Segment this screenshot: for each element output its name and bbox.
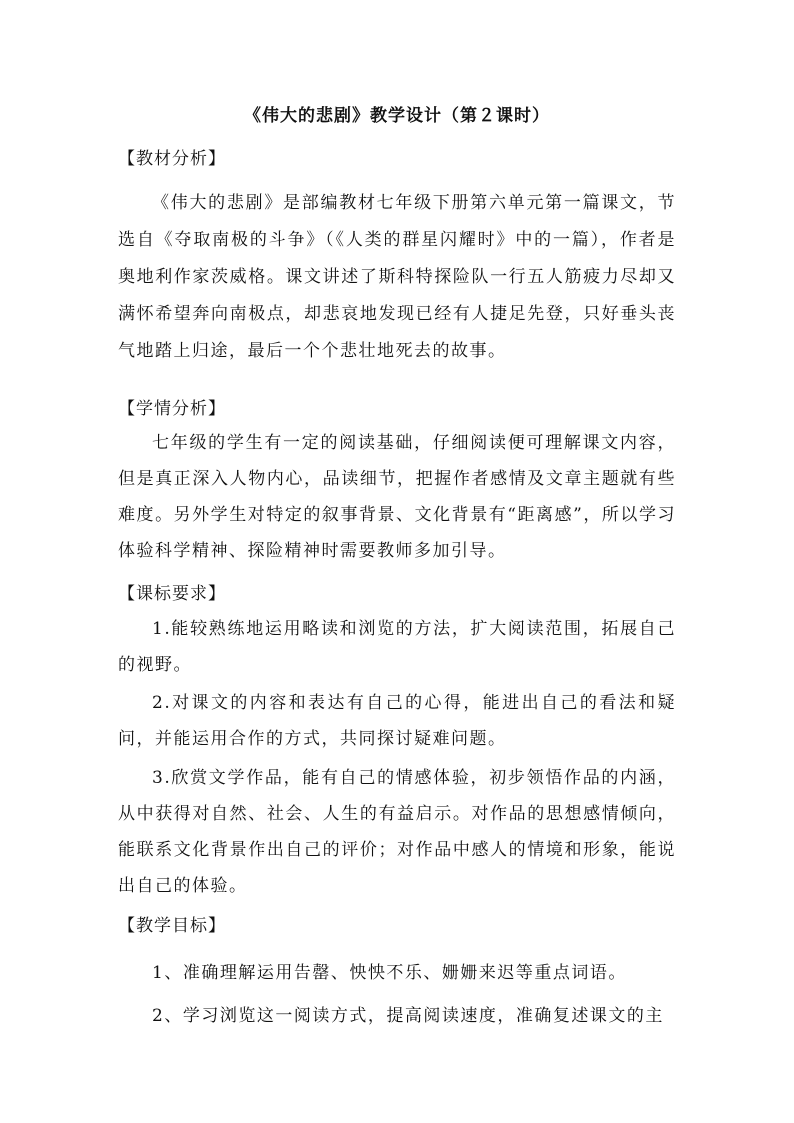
objective-item-1: 1、准确理解运用告罄、怏怏不乐、姗姗来迟等重点词语。 bbox=[152, 963, 627, 983]
section-heading-students: 【学情分析】 bbox=[118, 399, 226, 419]
standards-item-3: 3.欣赏文学作品，能有自己的情感体验，初步领悟作品的内涵，从中获得对自然、社会、人生的有益启示。对作品的思想感情倾向，能联系文化背景作出自己的评价；对作品中感人的情境和形象，能说出自己的体验。 bbox=[118, 768, 676, 896]
document-title: 《伟大的悲剧》教学设计（第２课时） bbox=[244, 106, 550, 126]
student-analysis-paragraph: 七年级的学生有一定的阅读基础，仔细阅读便可理解课文内容，但是真正深入人物内心，品读细节，把握作者感情及文章主题就有些难度。另外学生对特定的叙事背景、文化背景有“距离感”，所以学习体验科学精神、探险精神时需要教师多加引导。 bbox=[118, 433, 676, 561]
section-heading-standards: 【课标要求】 bbox=[118, 584, 226, 604]
material-analysis-paragraph: 《伟大的悲剧》是部编教材七年级下册第六单元第一篇课文，节选自《夺取南极的斗争》（《人类的群星闪耀时》中的一篇），作者是奥地利作家茨威格。课文讲述了斯科特探险队一行五人筋疲力尽却又满怀希望奔向南极点，却悲哀地发现已经有人捷足先登，只好垂头丧气地踏上归途，最后一个个悲壮地死去的故事。 bbox=[118, 193, 676, 361]
standards-item-1: 1.能较熟练地运用略读和浏览的方法，扩大阅读范围，拓展自己的视野。 bbox=[118, 619, 676, 675]
section-heading-objectives: 【教学目标】 bbox=[118, 916, 226, 936]
objective-item-2: 2、学习浏览这一阅读方式，提高阅读速度，准确复述课文的主 bbox=[152, 1006, 664, 1026]
standards-item-2: 2.对课文的内容和表达有自己的心得，能进出自己的看法和疑问，并能运用合作的方式，共同探讨疑难问题。 bbox=[118, 693, 676, 749]
section-heading-material: 【教材分析】 bbox=[118, 149, 226, 169]
